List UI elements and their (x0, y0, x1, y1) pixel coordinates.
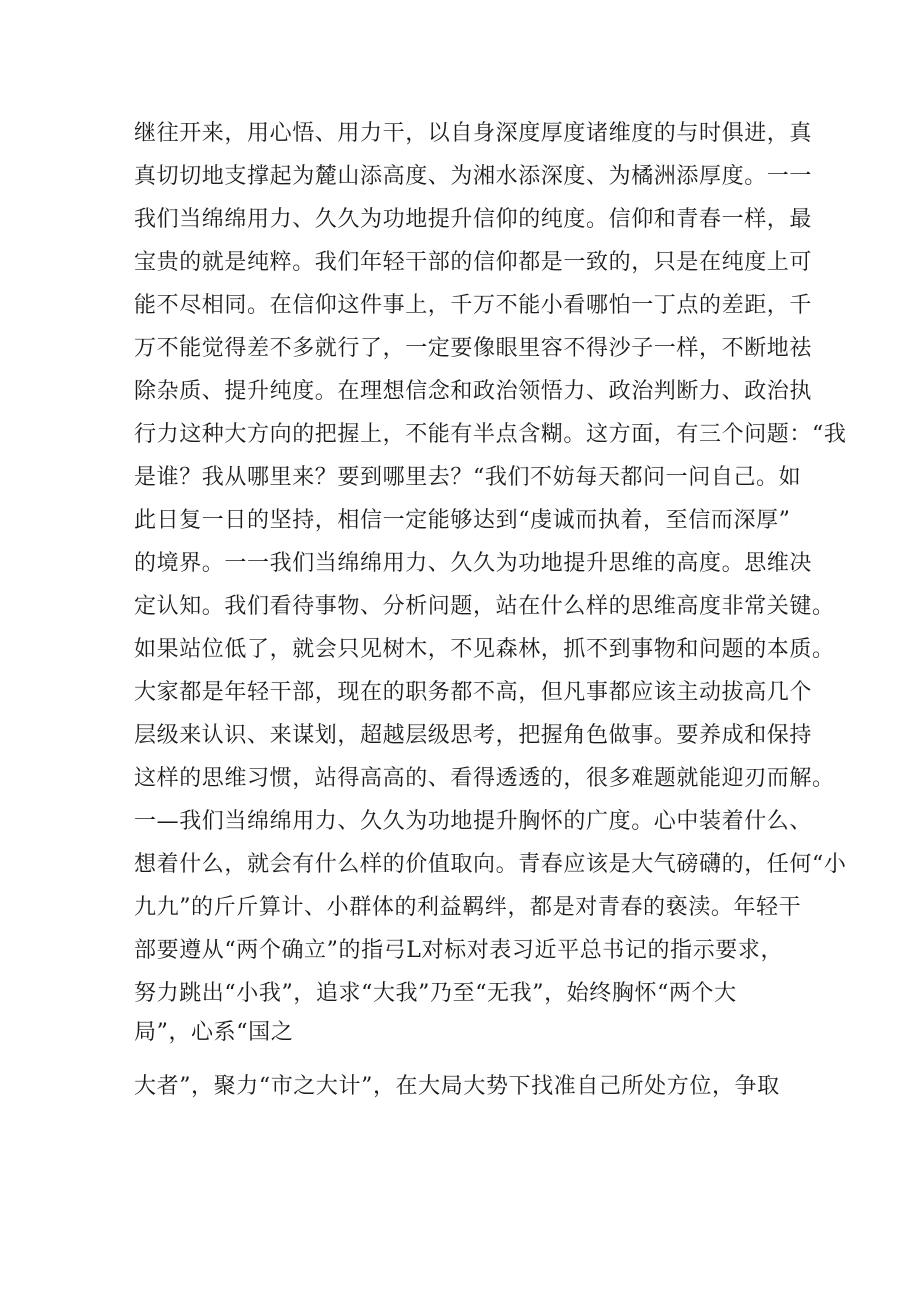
text-line: 除杂质、提升纯度。在理想信念和政治领悟力、政治判断力、政治执 (134, 379, 813, 404)
text-line: 层级来认识、来谋划，超越层级思考，把握角色做事。要养成和保持 (134, 723, 813, 748)
text-line: 部要遵从“两个确立”的指弓L对标对表习近平总书记的指示要求， (134, 938, 784, 963)
text-line: 如果站位低了，就会只见树木，不见森林，抓不到事物和问题的本质。 (134, 637, 835, 662)
text-line: 定认知。我们看待事物、分析问题，站在什么样的思维高度非常关键。 (134, 594, 835, 619)
text-line: 一—我们当绵绵用力、久久为功地提升胸怀的广度。心中装着什么、 (134, 809, 813, 834)
text-line: 真切切地支撑起为麓山添高度、为湘水添深度、为橘洲添厚度。一一 (134, 164, 813, 189)
text-line: 行力这种大方向的把握上，不能有半点含糊。这方面，有三个问题：“我 (134, 422, 847, 447)
text-line: 大家都是年轻干部，现在的职务都不高，但凡事都应该主动拔高几个 (134, 680, 813, 705)
text-line: 此日复一日的坚持，相信一定能够达到“虔诚而执着，至信而深厚” (134, 508, 791, 533)
text-line: 万不能觉得差不多就行了，一定要像眼里容不得沙子一样，不断地祛 (134, 336, 813, 361)
text-line: 继往开来，用心悟、用力干，以自身深度厚度诸维度的与时俱进，真 (134, 121, 813, 146)
text-line: 是谁？我从哪里来？要到哪里去？“我们不妨每天都问一问自己。如 (134, 465, 802, 490)
text-line: 的境界。一一我们当绵绵用力、久久为功地提升思维的高度。思维决 (134, 551, 813, 576)
text-line: 这样的思维习惯，站得高高的、看得透透的，很多难题就能迎刃而解。 (134, 766, 835, 791)
text-line: 我们当绵绵用力、久久为功地提升信仰的纯度。信仰和青春一样，最 (134, 207, 813, 232)
text-line: 努力跳出“小我”，追求“大我”乃至“无我”，始终胸怀“两个大 (134, 981, 737, 1006)
text-line: 大者”，聚力“市之大计”，在大局大势下找准自己所处方位，争取 (134, 1074, 780, 1099)
text-line: 宝贵的就是纯粹。我们年轻干部的信仰都是一致的，只是在纯度上可 (134, 250, 813, 275)
text-line: 九九”的斤斤算计、小群体的利益羁绊，都是对青春的亵渎。年轻干 (134, 895, 802, 920)
text-line: 想着什么，就会有什么样的价值取向。青春应该是大气磅礴的，任何“小 (134, 852, 847, 877)
text-line: 局”，心系“国之 (134, 1020, 294, 1045)
text-line: 能不尽相同。在信仰这件事上，千万不能小看哪怕一丁点的差距，千 (134, 293, 813, 318)
